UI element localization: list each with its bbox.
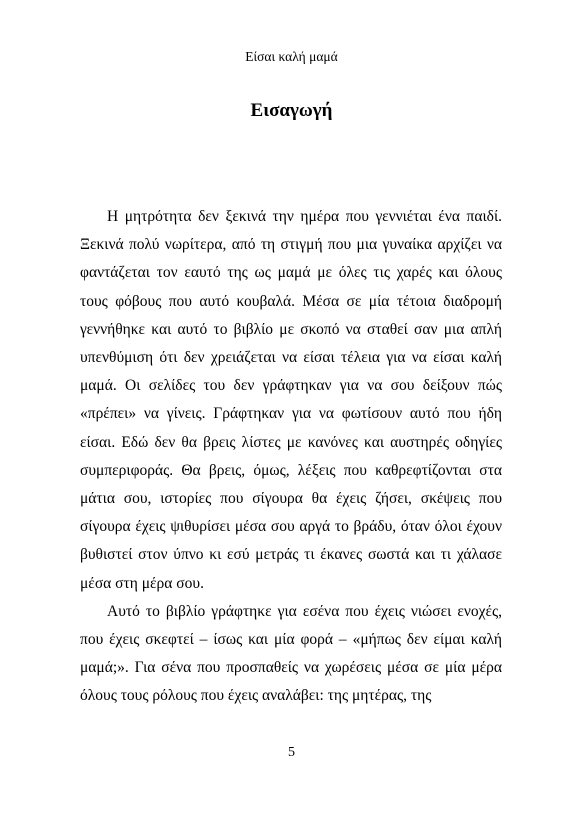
paragraph-2: Αυτό το βιβλίο γράφτηκε για εσένα που έχεις νιώσει ενοχές, που έχεις σκεφτεί – ίσως και μία φορά – «μήπως δεν είμαι καλή μαμά;». Για σένα που προσπαθείς να χωρέσεις μέσα σε μία μέρα όλους τους ρόλους που έχεις αναλάβει: της μητέρας, της (80, 602, 502, 705)
paragraph-1: Η μητρότητα δεν ξεκινά την ημέρα που γεννιέται ένα παιδί. Ξεκινά πολύ νωρίτερα, από τη στιγμή που μια γυναίκα αρχίζει να φαντάζεται τον εαυτό της ως μαμά με όλες τις χαρές και όλους τους φόβους που αυτό κουβαλά. Μέσα σε μία τέτοια διαδρομή γεννήθηκε και αυτό το βιβλίο με σκοπό να σταθεί σαν μια απλή υπενθύμιση ότι δεν χρειάζεται να είσαι τέλεια για να είσαι καλή μαμά. Οι σελίδες του δεν γράφτηκαν για να σου δείξουν πώς «πρέπει» να γίνεις. Γράφτηκαν για να φωτίσουν αυτό που ήδη είσαι. Εδώ δεν θα βρεις λίστες με κανόνες και αυστηρές οδηγίες συμπεριφοράς. Θα βρεις, όμως, λέξεις που καθρεφτίζονται στα μάτια σου, ιστορίες που σίγουρα θα έχεις ζήσει, σκέψεις που σίγουρα έχεις ψιθυρίσει μέσα σου αργά το βράδυ, όταν όλοι έχουν βυθιστεί στον ύπνο κι εσύ μετράς τι έκανες σωστά και τι χάλασε μέσα στη μέρα σου. (80, 208, 502, 592)
page-number: 5 (288, 745, 295, 760)
chapter-title: Εισαγωγή (250, 100, 333, 121)
running-header: Είσαι καλή μαμά (245, 49, 338, 64)
body-text (80, 203, 502, 711)
